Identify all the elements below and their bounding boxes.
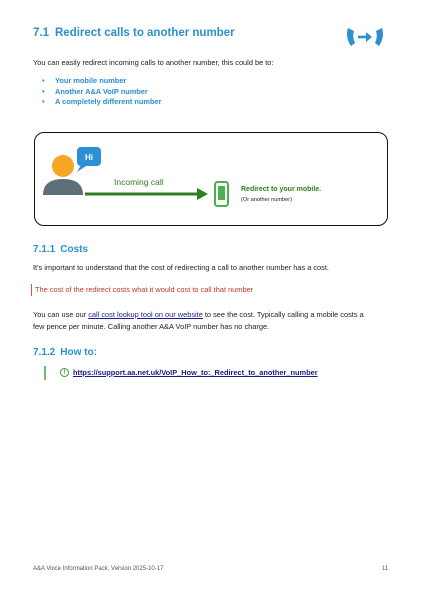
intro-text: You can easily redirect incoming calls to another number, this could be to: <box>33 58 274 67</box>
arrow-label: Incoming call <box>114 177 164 187</box>
support-link[interactable]: https://support.aa.net.uk/VoIP_How_to:_Redirect_to_another_number <box>73 368 318 377</box>
list-item: • A completely different number <box>33 97 162 108</box>
target-subtitle: (Or another number) <box>241 197 292 203</box>
info-icon: ! <box>60 368 69 377</box>
cost-lookup-link[interactable]: call cost lookup tool on our website <box>88 310 203 319</box>
option-list <box>33 76 162 108</box>
bubble-text: Hi <box>85 153 93 162</box>
paragraph-text: You can use our <box>33 310 89 319</box>
howto-callout <box>44 366 318 380</box>
paragraph-text: few pence per minute. Calling another A&A VoIP number has no charge. <box>33 321 270 331</box>
section-number: 7.1 <box>33 27 49 39</box>
mobile-phone-icon <box>215 182 228 206</box>
target-title: Redirect to your mobile. <box>241 186 322 193</box>
cost-warning: The cost of the redirect costs what it would cost to call that number <box>31 284 253 296</box>
costs-paragraph: It's important to understand that the cost of redirecting a call to another number has a cost. <box>33 263 329 272</box>
footer-text: A&A Voice Information Pack. Version 2025-10-17 <box>33 566 164 572</box>
cost-lookup-paragraph <box>33 309 393 332</box>
howto-heading <box>33 347 97 358</box>
paragraph-text: to see the cost. Typically calling a mobile costs a <box>202 310 364 319</box>
howto-number: 7.1.2 <box>33 347 56 358</box>
howto-title: How to: <box>60 347 97 358</box>
section-title: Redirect calls to another number <box>55 27 235 39</box>
list-item: • Your mobile number <box>33 76 162 87</box>
costs-title: Costs <box>60 244 89 255</box>
speech-bubble-icon <box>77 147 101 172</box>
redirect-phone-logo-icon <box>344 22 386 52</box>
redirect-diagram <box>34 132 388 226</box>
costs-heading <box>33 244 88 255</box>
page-number: 11 <box>382 566 389 572</box>
list-item: • Another A&A VoIP number <box>33 87 162 98</box>
section-heading <box>33 27 235 39</box>
arrow-icon <box>85 188 208 200</box>
costs-number: 7.1.1 <box>33 244 56 255</box>
